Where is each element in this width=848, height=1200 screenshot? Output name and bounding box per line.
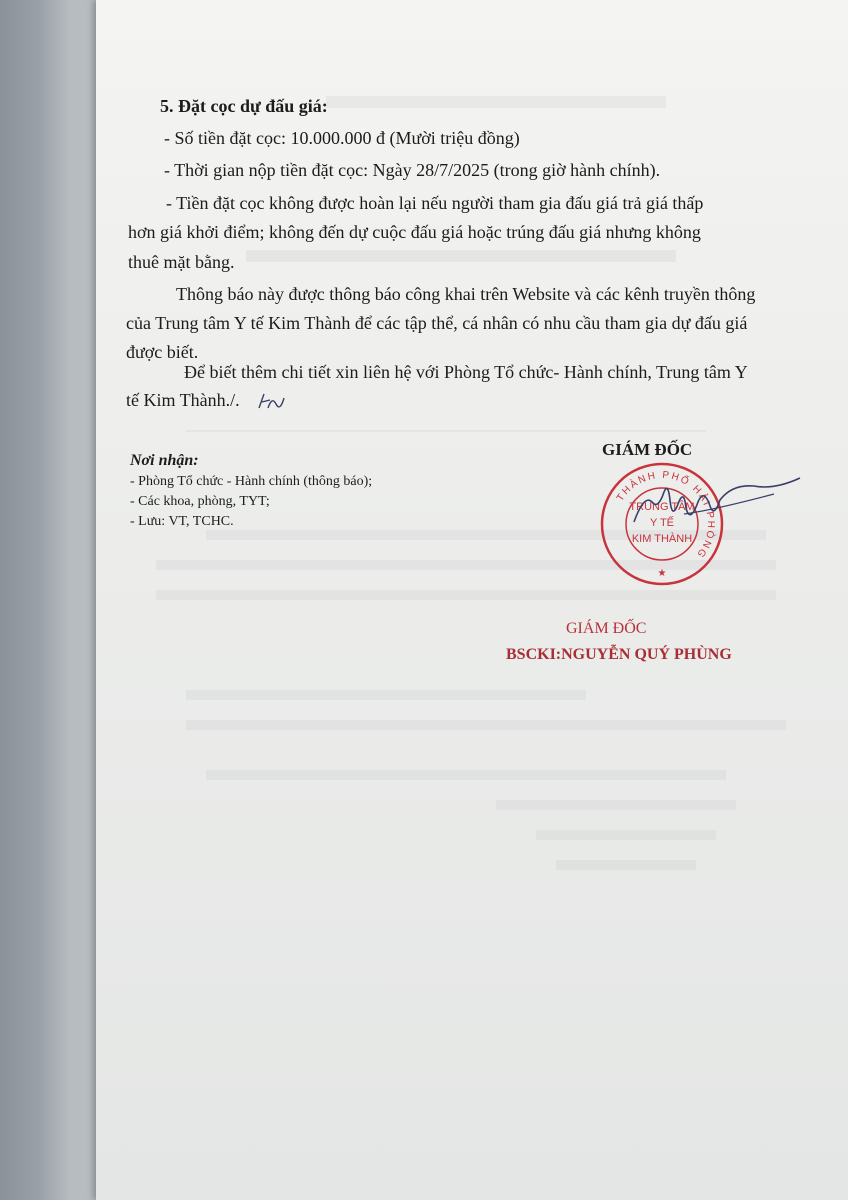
deposit-refund-line-2: hơn giá khởi điểm; không đến dự cuộc đấu giá hoặc trúng đấu giá nhưng không bbox=[128, 222, 701, 242]
initials-mark bbox=[256, 390, 286, 414]
signer-title: GIÁM ĐỐC bbox=[602, 440, 693, 459]
handwritten-signature bbox=[624, 464, 814, 544]
section-5-heading: 5. Đặt cọc dự đấu giá: bbox=[160, 96, 328, 116]
notice-line-2: của Trung tâm Y tế Kim Thành để các tập thể, cá nhân có nhu cầu tham gia dự đấu giá bbox=[126, 313, 748, 333]
deposit-time: - Thời gian nộp tiền đặt cọc: Ngày 28/7/2025 (trong giờ hành chính). bbox=[164, 160, 661, 180]
recipients-title: Nơi nhận: bbox=[130, 452, 199, 469]
recipient-item: - Các khoa, phòng, TYT; bbox=[130, 494, 270, 509]
contact-line-1: Để biết thêm chi tiết xin liên hệ với Phòng Tổ chức- Hành chính, Trung tâm Y bbox=[184, 362, 748, 382]
deposit-refund-line-1: - Tiền đặt cọc không được hoàn lại nếu người tham gia đấu giá trả giá thấp bbox=[166, 193, 704, 213]
seal-line-2: Y TẾ bbox=[649, 517, 675, 529]
contact-line-2: tế Kim Thành./. bbox=[126, 390, 240, 410]
notice-line-1: Thông báo này được thông báo công khai trên Website và các kênh truyền thông bbox=[176, 284, 756, 304]
signer-title-stamped: GIÁM ĐỐC bbox=[566, 620, 647, 637]
seal-line-1: TRUNG TÂM bbox=[629, 501, 695, 513]
signer-name: BSCKI:NGUYỄN QUÝ PHÙNG bbox=[506, 646, 732, 663]
notice-line-3: được biết. bbox=[126, 342, 199, 362]
document-page bbox=[96, 0, 848, 1200]
seal-star-icon: ★ bbox=[657, 568, 667, 579]
deposit-refund-line-3: thuê mặt bằng. bbox=[128, 252, 235, 272]
recipient-item: - Lưu: VT, TCHC. bbox=[130, 514, 234, 529]
seal-line-3: KIM THÀNH bbox=[631, 533, 693, 545]
recipient-item: - Phòng Tổ chức - Hành chính (thông báo); bbox=[130, 474, 373, 489]
deposit-amount: - Số tiền đặt cọc: 10.000.000 đ (Mười triệu đồng) bbox=[164, 128, 520, 148]
seal-ring-text: THÀNH PHỐ HẢI PHÒNG bbox=[614, 469, 717, 561]
